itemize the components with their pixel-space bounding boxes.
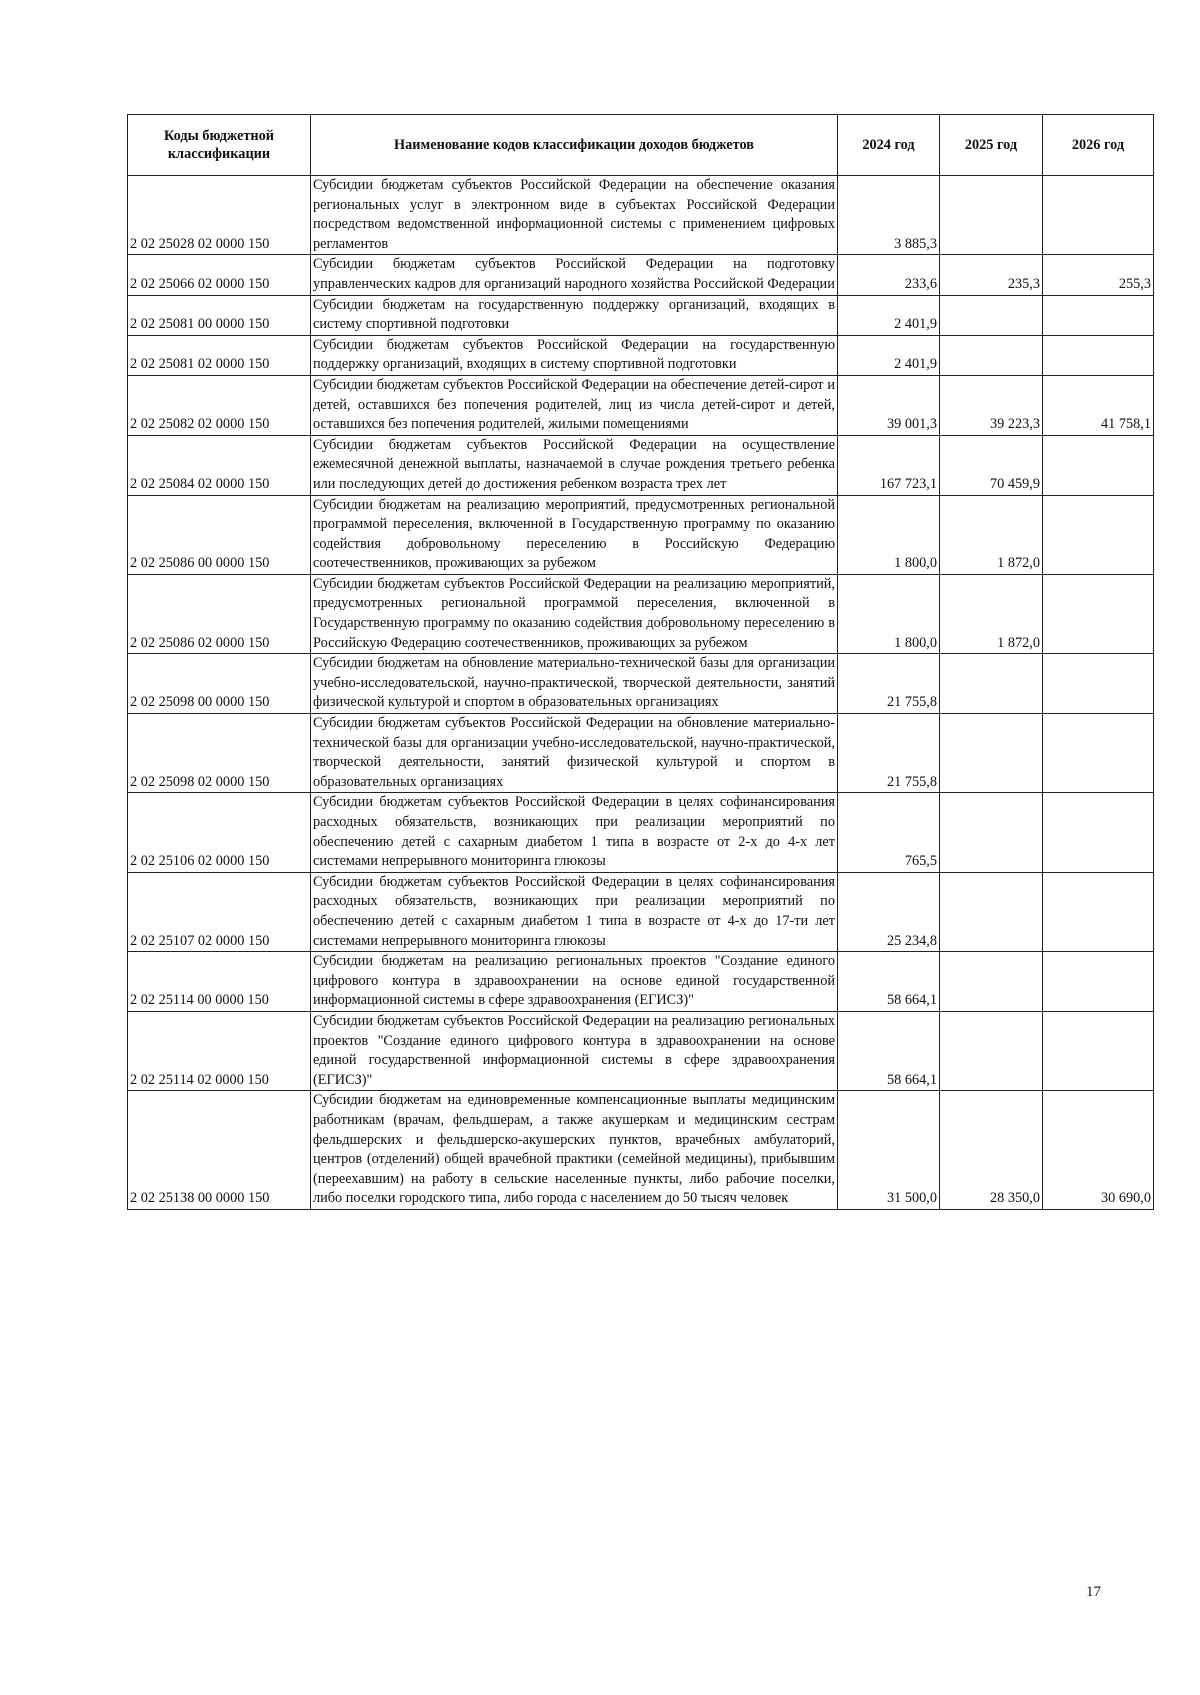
row-value-2025	[940, 654, 1043, 714]
table-row	[128, 495, 1154, 574]
row-value-2024: 1 800,0	[838, 495, 940, 574]
row-value-2026	[1043, 435, 1154, 495]
row-value-2024: 58 664,1	[838, 1011, 940, 1090]
row-value-2024: 58 664,1	[838, 952, 940, 1012]
row-value-2026	[1043, 952, 1154, 1012]
table-row	[128, 1091, 1154, 1210]
row-name: Субсидии бюджетам субъектов Российской Федерации на подготовку управленческих кадров для организаций народного хозяйства Российской Федерации	[311, 255, 838, 295]
row-name: Субсидии бюджетам субъектов Российской Федерации на реализацию региональных проектов "Создание единого цифрового контура в здравоохранении на основе единой государственной информационной системы в сфере здравоохранения (ЕГИСЗ)"	[311, 1011, 838, 1090]
table-row	[128, 872, 1154, 951]
row-value-2025: 28 350,0	[940, 1091, 1043, 1210]
row-value-2025	[940, 1011, 1043, 1090]
row-value-2024: 2 401,9	[838, 335, 940, 375]
row-value-2026: 255,3	[1043, 255, 1154, 295]
row-name: Субсидии бюджетам субъектов Российской Федерации на обеспечение детей-сирот и детей, оставшихся без попечения родителей, лиц из числа детей-сирот и детей, оставшихся без попечения родителей, жилыми помещениями	[311, 375, 838, 435]
table-row	[128, 793, 1154, 872]
table-row	[128, 255, 1154, 295]
row-code: 2 02 25084 02 0000 150	[128, 435, 311, 495]
row-name: Субсидии бюджетам субъектов Российской Федерации на обеспечение оказания региональных услуг в электронном виде в субъектах Российской Федерации посредством ведомственной информационной системы с применением цифровых регламентов	[311, 176, 838, 255]
row-code: 2 02 25086 02 0000 150	[128, 574, 311, 653]
row-name: Субсидии бюджетам субъектов Российской Федерации на реализацию мероприятий, предусмотренных региональной программой переселения, включенной в Государственную программу по оказанию содействия добровольному переселению в Российскую Федерацию соотечественников, проживающих за рубежом	[311, 574, 838, 653]
row-name: Субсидии бюджетам на государственную поддержку организаций, входящих в систему спортивной подготовки	[311, 295, 838, 335]
row-value-2024: 31 500,0	[838, 1091, 940, 1210]
table-row	[128, 335, 1154, 375]
row-value-2026	[1043, 176, 1154, 255]
row-value-2025: 1 872,0	[940, 574, 1043, 653]
row-value-2026	[1043, 714, 1154, 793]
row-value-2024: 1 800,0	[838, 574, 940, 653]
row-code: 2 02 25086 00 0000 150	[128, 495, 311, 574]
row-value-2026	[1043, 654, 1154, 714]
row-value-2026	[1043, 793, 1154, 872]
row-value-2024: 765,5	[838, 793, 940, 872]
row-name: Субсидии бюджетам на реализацию мероприятий, предусмотренных региональной программой переселения, включенной в Государственную программу по оказанию содействия добровольному переселению в Российскую Федерацию соотечественников, проживающих за рубежом	[311, 495, 838, 574]
row-value-2025: 70 459,9	[940, 435, 1043, 495]
table-header-row	[128, 115, 1154, 176]
header-code: Коды бюджетной классификации	[128, 115, 311, 176]
table-row	[128, 176, 1154, 255]
row-value-2026: 30 690,0	[1043, 1091, 1154, 1210]
row-code: 2 02 25066 02 0000 150	[128, 255, 311, 295]
row-value-2025	[940, 714, 1043, 793]
row-code: 2 02 25138 00 0000 150	[128, 1091, 311, 1210]
budget-revenue-table	[127, 114, 1154, 1210]
row-value-2026	[1043, 335, 1154, 375]
row-value-2024: 2 401,9	[838, 295, 940, 335]
row-code: 2 02 25106 02 0000 150	[128, 793, 311, 872]
row-name: Субсидии бюджетам субъектов Российской Федерации на осуществление ежемесячной денежной выплаты, назначаемой в случае рождения третьего ребенка или последующих детей до достижения ребенком возраста трех лет	[311, 435, 838, 495]
table-row	[128, 295, 1154, 335]
row-value-2026: 41 758,1	[1043, 375, 1154, 435]
row-code: 2 02 25114 00 0000 150	[128, 952, 311, 1012]
row-name: Субсидии бюджетам субъектов Российской Федерации на обновление материально-технической базы для организации учебно-исследовательской, научно-практической, творческой деятельности, занятий физической культурой и спортом в образовательных организациях	[311, 714, 838, 793]
header-name: Наименование кодов классификации доходов бюджетов	[311, 115, 838, 176]
row-code: 2 02 25098 00 0000 150	[128, 654, 311, 714]
row-value-2024: 21 755,8	[838, 714, 940, 793]
row-value-2025	[940, 176, 1043, 255]
row-code: 2 02 25098 02 0000 150	[128, 714, 311, 793]
table-row	[128, 574, 1154, 653]
row-value-2025	[940, 952, 1043, 1012]
row-value-2026	[1043, 495, 1154, 574]
row-value-2024: 3 885,3	[838, 176, 940, 255]
row-name: Субсидии бюджетам на реализацию региональных проектов "Создание единого цифрового контура в здравоохранении на основе единой государственной информационной системы в сфере здравоохранения (ЕГИСЗ)"	[311, 952, 838, 1012]
row-value-2025	[940, 335, 1043, 375]
row-code: 2 02 25028 02 0000 150	[128, 176, 311, 255]
table-row	[128, 654, 1154, 714]
row-name: Субсидии бюджетам субъектов Российской Федерации в целях софинансирования расходных обязательств, возникающих при реализации мероприятий по обеспечению детей с сахарным диабетом 1 типа в возрасте от 4-х до 17-ти лет системами непрерывного мониторинга глюкозы	[311, 872, 838, 951]
row-value-2026	[1043, 1011, 1154, 1090]
table-row	[128, 375, 1154, 435]
row-value-2024: 21 755,8	[838, 654, 940, 714]
row-name: Субсидии бюджетам на единовременные компенсационные выплаты медицинским работникам (врачам, фельдшерам, а также акушеркам и медицинским сестрам фельдшерских и фельдшерско-акушерских пунктов, врачебных амбулаторий, центров (отделений) общей врачебной практики (семейной медицины), прибывшим (переехавшим) на работу в сельские населенные пункты, либо рабочие поселки, либо поселки городского типа, либо города с населением до 50 тысяч человек	[311, 1091, 838, 1210]
row-code: 2 02 25081 02 0000 150	[128, 335, 311, 375]
row-code: 2 02 25082 02 0000 150	[128, 375, 311, 435]
row-value-2025	[940, 295, 1043, 335]
row-value-2025: 235,3	[940, 255, 1043, 295]
row-value-2025: 1 872,0	[940, 495, 1043, 574]
table-row	[128, 435, 1154, 495]
page-number: 17	[1086, 1584, 1101, 1600]
row-value-2025: 39 223,3	[940, 375, 1043, 435]
header-2024: 2024 год	[838, 115, 940, 176]
row-name: Субсидии бюджетам на обновление материально-технической базы для организации учебно-исследовательской, научно-практической, творческой деятельности, занятий физической культурой и спортом в образовательных организациях	[311, 654, 838, 714]
row-name: Субсидии бюджетам субъектов Российской Федерации на государственную поддержку организаций, входящих в систему спортивной подготовки	[311, 335, 838, 375]
row-value-2024: 167 723,1	[838, 435, 940, 495]
row-value-2024: 39 001,3	[838, 375, 940, 435]
header-2026: 2026 год	[1043, 115, 1154, 176]
row-value-2025	[940, 793, 1043, 872]
row-name: Субсидии бюджетам субъектов Российской Федерации в целях софинансирования расходных обязательств, возникающих при реализации мероприятий по обеспечению детей с сахарным диабетом 1 типа в возрасте от 2-х до 4-х лет системами непрерывного мониторинга глюкозы	[311, 793, 838, 872]
table-row	[128, 952, 1154, 1012]
row-code: 2 02 25114 02 0000 150	[128, 1011, 311, 1090]
row-code: 2 02 25107 02 0000 150	[128, 872, 311, 951]
row-value-2024: 25 234,8	[838, 872, 940, 951]
row-value-2026	[1043, 872, 1154, 951]
table-row	[128, 714, 1154, 793]
header-2025: 2025 год	[940, 115, 1043, 176]
table-row	[128, 1011, 1154, 1090]
row-code: 2 02 25081 00 0000 150	[128, 295, 311, 335]
row-value-2025	[940, 872, 1043, 951]
row-value-2024: 233,6	[838, 255, 940, 295]
row-value-2026	[1043, 295, 1154, 335]
row-value-2026	[1043, 574, 1154, 653]
